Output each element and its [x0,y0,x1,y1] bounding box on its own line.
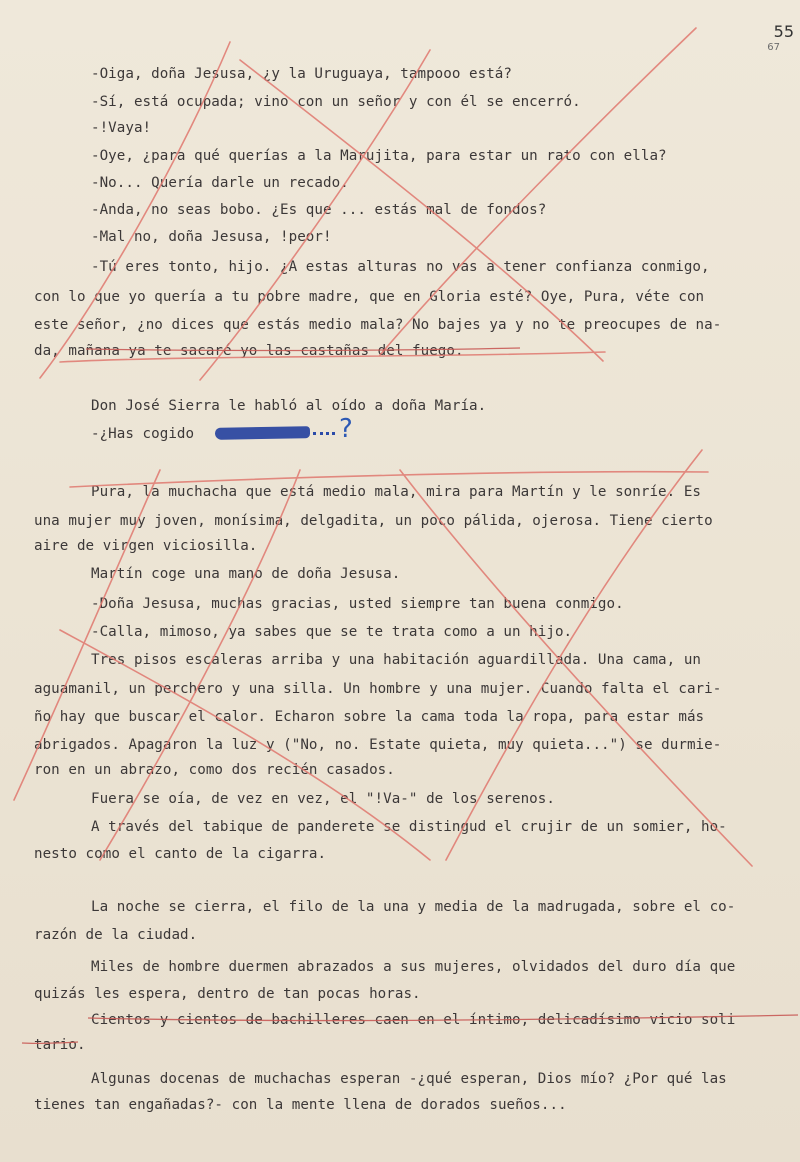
narration-line-15c: ño hay que buscar el calor. Echaron sobre la cama toda la ropa, para estar más [34,709,705,725]
ink-ellipsis-mark [313,432,335,439]
dialogue-line-7: -Mal no, doña Jesusa, !peor! [91,229,332,245]
dialogue-line-10: -¿Has cogido [91,426,195,442]
narration-line-19a: Miles de hombre duermen abrazados a sus mujeres, olvidados del duro día que [91,959,736,975]
dialogue-line-8d: da, mañana ya te sacaré yo las castañas del fuego. [34,343,464,359]
dialogue-line-13: -Doña Jesusa, muchas gracias, usted siempre tan buena conmigo. [91,596,624,612]
narration-line-15b: aguamanil, un perchero y una silla. Un hombre y una mujer. Cuando falta el cari- [34,681,722,697]
handwritten-question-mark: ? [339,414,353,444]
narration-line-21b: tienes tan engañadas?- con la mente llena de dorados sueños... [34,1097,567,1113]
page-number: 55 [773,22,794,41]
dialogue-line-8a: -Tú eres tonto, hijo. ¿A estas alturas no vas a tener confianza conmigo, [91,259,710,275]
narration-line-21a: Algunas docenas de muchachas esperan -¿qué esperan, Dios mío? ¿Por qué las [91,1071,727,1087]
narration-line-15d: abrigados. Apagaron la luz y ("No, no. Estate quieta, muy quieta...") se durmie- [34,737,722,753]
narration-line-11c: aire de virgen viciosilla. [34,538,258,554]
narration-line-19b: quizás les espera, dentro de tan pocas horas. [34,986,421,1002]
dialogue-line-4: -Oye, ¿para qué querías a la Marujita, para estar un rato con ella? [91,148,667,164]
narration-line-20b: tario. [34,1037,86,1053]
ink-blot-redaction [215,426,310,440]
narration-line-17b: nesto como el canto de la cigarra. [34,846,327,862]
narration-line-20a: Cientos y cientos de bachilleres caen en el íntimo, delicadísimo vicio soli [91,1012,736,1028]
dialogue-line-3: -!Vaya! [91,120,152,136]
dialogue-line-6: -Anda, no seas bobo. ¿Es que ... estás mal de fondos? [91,202,547,218]
narration-line-18b: razón de la ciudad. [34,927,198,943]
dialogue-line-14: -Calla, mimoso, ya sabes que se te trata como a un hijo. [91,624,573,640]
dialogue-line-8b: con lo que yo quería a tu pobre madre, que en Gloria esté? Oye, Pura, véte con [34,289,705,305]
dialogue-line-8c: este señor, ¿no dices que estás medio mala? No bajes ya y no te preocupes de na- [34,317,722,333]
dialogue-line-1: -Oiga, doña Jesusa, ¿y la Uruguaya, tampooo está? [91,66,512,82]
narration-line-17a: A través del tabique de panderete se distingud el crujir de un somier, ho- [91,819,727,835]
narration-line-16: Fuera se oía, de vez en vez, el "!Va-" de los serenos. [91,791,555,807]
dialogue-line-5: -No... Quería darle un recado. [91,175,349,191]
narration-line-15e: ron en un abrazo, como dos recién casados. [34,762,395,778]
narration-line-11a: Pura, la muchacha que está medio mala, mira para Martín y le sonríe. Es [91,484,702,500]
narration-line-18a: La noche se cierra, el filo de la una y media de la madrugada, sobre el co- [91,899,736,915]
narration-line-15a: Tres pisos escaleras arriba y una habitación aguardillada. Una cama, un [91,652,702,668]
narration-line-12: Martín coge una mano de doña Jesusa. [91,566,401,582]
handwritten-page-number: 67 [767,42,780,53]
narration-line-11b: una mujer muy joven, monísima, delgadita, un poco pálida, ojerosa. Tiene cierto [34,513,713,529]
dialogue-line-2: -Sí, está ocupada; vino con un señor y con él se encerró. [91,94,581,110]
narration-line-9: Don José Sierra le habló al oído a doña María. [91,398,487,414]
